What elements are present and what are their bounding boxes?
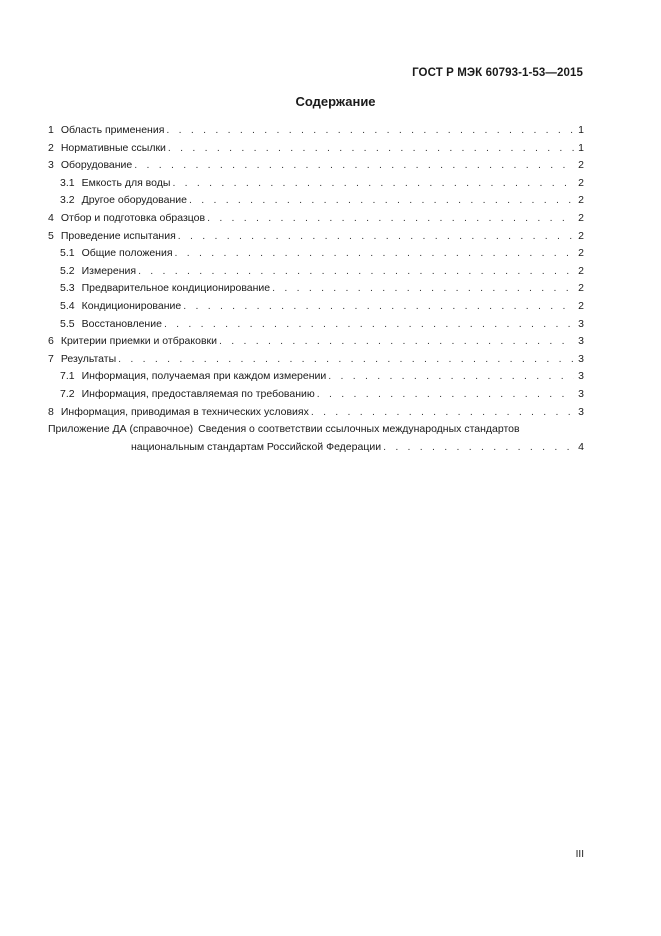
toc-leader-dots <box>166 122 574 140</box>
toc-entry-label: Общие положения <box>81 247 173 260</box>
toc-leader-dots <box>207 210 574 228</box>
toc-entry-page-number: 3 <box>578 352 584 365</box>
toc-entry[interactable] <box>48 386 584 404</box>
toc-entry-label: Область применения <box>60 124 165 136</box>
toc-leader-dots <box>317 386 574 404</box>
toc-leader-dots <box>118 351 574 369</box>
toc-entry-page-number: 2 <box>578 247 584 260</box>
toc-entry-page-number: 3 <box>578 370 584 383</box>
toc-entry[interactable] <box>48 368 584 386</box>
toc-entry-number: 5.5 <box>60 317 75 330</box>
toc-entry[interactable] <box>48 333 584 351</box>
toc-entry-label: Емкость для воды <box>81 176 171 189</box>
toc-entry[interactable] <box>48 157 584 175</box>
toc-entry-page-number: 2 <box>578 194 584 207</box>
toc-entry[interactable] <box>48 245 584 263</box>
toc-entry-page-number: 2 <box>578 211 584 224</box>
toc-entry-label: Результаты <box>60 352 117 365</box>
toc-entry[interactable] <box>48 280 584 298</box>
toc-leader-dots <box>311 404 574 422</box>
toc-leader-dots <box>172 175 574 193</box>
toc-entry-number: 5 <box>48 229 54 242</box>
toc-entry-number: 1 <box>48 124 54 136</box>
appendix-title-line-1: Сведения о соответствии ссылочных международных стандартов <box>198 423 520 436</box>
appendix-title-line-2: национальным стандартам Российской Федерации <box>131 440 382 453</box>
toc-entry-number: 7.2 <box>60 387 75 400</box>
toc-entry-number: 3.2 <box>60 194 75 207</box>
toc-entry-label: Проведение испытания <box>60 229 176 242</box>
toc-entry[interactable] <box>48 192 584 210</box>
toc-entries <box>48 122 584 421</box>
toc-leader-dots <box>164 316 574 334</box>
toc-entry[interactable] <box>48 316 584 334</box>
toc-entry-label: Предварительное кондиционирование <box>81 282 271 295</box>
toc-entry-number: 4 <box>48 211 54 224</box>
toc-entry-number: 8 <box>48 405 54 418</box>
toc-entry-page-number: 2 <box>578 229 584 242</box>
toc-leader-dots <box>383 439 574 457</box>
toc-entry-label: Критерии приемки и отбраковки <box>60 335 217 348</box>
toc-entry-number: 5.3 <box>60 282 75 295</box>
appendix-prefix: Приложение ДА (справочное) <box>48 423 194 436</box>
toc-entry-page-number: 1 <box>578 124 584 136</box>
toc-entry[interactable] <box>48 351 584 369</box>
toc-entry-label: Другое оборудование <box>81 194 187 207</box>
toc-entry-label: Восстановление <box>81 317 162 330</box>
toc-leader-dots <box>189 192 574 210</box>
toc-leader-dots <box>138 263 574 281</box>
toc-entry[interactable] <box>48 210 584 228</box>
toc-entry-number: 3.1 <box>60 176 75 189</box>
toc-entry-label: Информация, приводимая в технических условиях <box>60 405 309 418</box>
toc-leader-dots <box>175 245 574 263</box>
toc-entry-page-number: 3 <box>578 317 584 330</box>
toc-entry-number: 5.1 <box>60 247 75 260</box>
toc-entry-page-number: 2 <box>578 159 584 172</box>
toc-entry-label: Отбор и подготовка образцов <box>60 211 206 224</box>
toc-entry[interactable] <box>48 140 584 158</box>
toc-appendix-line-1[interactable] <box>48 421 584 439</box>
toc-entry-page-number: 2 <box>578 264 584 277</box>
toc-entry-number: 3 <box>48 159 54 172</box>
toc-entry-number: 5.4 <box>60 299 75 312</box>
toc-entry-label: Информация, предоставляемая по требованию <box>81 387 315 400</box>
toc-entry-page-number: 3 <box>578 335 584 348</box>
toc-entry-page-number: 3 <box>578 387 584 400</box>
toc-entry-page-number: 2 <box>578 299 584 312</box>
toc-entry-label: Измерения <box>81 264 137 277</box>
toc-entry-number: 7.1 <box>60 370 75 383</box>
toc-leader-dots <box>168 140 574 158</box>
toc-leader-dots <box>328 368 574 386</box>
toc-title: Содержание <box>295 94 376 109</box>
toc-leader-dots <box>183 298 574 316</box>
toc-appendix-line-2[interactable] <box>48 439 584 457</box>
standard-code-header: ГОСТ Р МЭК 60793-1-53—2015 <box>412 67 583 79</box>
toc-entry-page-number: 1 <box>578 141 584 154</box>
toc-entry-page-number: 2 <box>578 282 584 295</box>
toc-entry-label: Нормативные ссылки <box>60 141 166 154</box>
toc-leader-dots <box>178 228 574 246</box>
toc-entry-number: 5.2 <box>60 264 75 277</box>
toc-entry-page-number: 2 <box>578 176 584 189</box>
toc-entry[interactable] <box>48 228 584 246</box>
toc-entry[interactable] <box>48 175 584 193</box>
table-of-contents <box>48 122 584 456</box>
toc-entry-number: 7 <box>48 352 54 365</box>
toc-entry-label: Кондиционирование <box>81 299 182 312</box>
toc-entry-number: 6 <box>48 335 54 348</box>
toc-entry[interactable] <box>48 263 584 281</box>
toc-leader-dots <box>272 280 574 298</box>
toc-entry[interactable] <box>48 298 584 316</box>
toc-entry-number: 2 <box>48 141 54 154</box>
page-number: III <box>575 849 584 860</box>
toc-leader-dots <box>219 333 574 351</box>
toc-leader-dots <box>134 157 574 175</box>
appendix-page-number: 4 <box>578 440 584 453</box>
toc-entry[interactable] <box>48 122 584 140</box>
toc-entry[interactable] <box>48 404 584 422</box>
toc-entry-label: Информация, получаемая при каждом измерении <box>81 370 327 383</box>
toc-entry-page-number: 3 <box>578 405 584 418</box>
toc-entry-label: Оборудование <box>60 159 133 172</box>
